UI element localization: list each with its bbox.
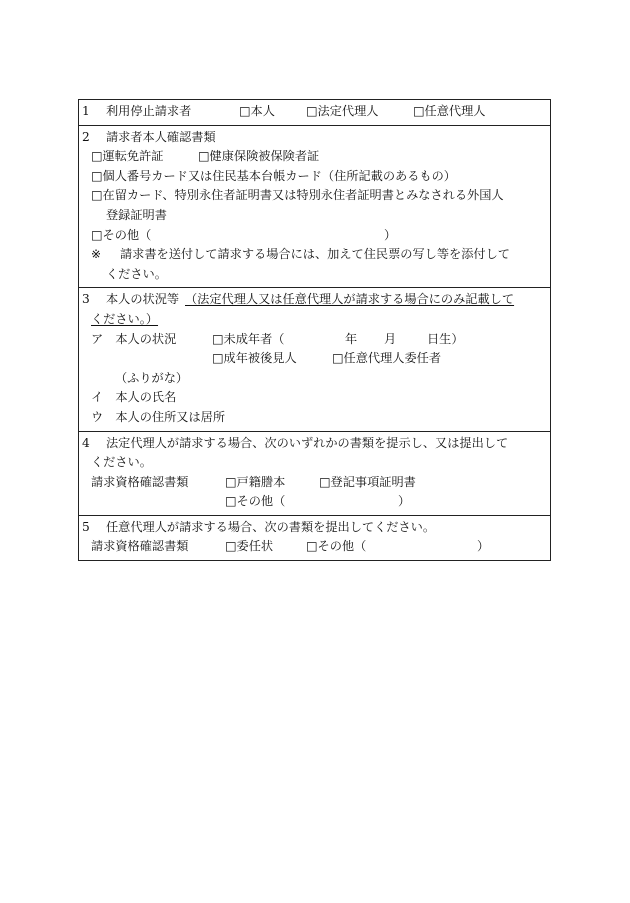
checkbox-minor[interactable]: □未成年者（ (212, 331, 285, 346)
section-number: 5 (82, 519, 90, 534)
status-label: ア 本人の状況 (91, 331, 177, 346)
checkbox-other-document[interactable]: □その他（ (91, 227, 152, 242)
note-text: 請求書を送付して請求する場合には、加えて住民票の写し等を添付して (120, 247, 510, 262)
section-id-documents (79, 126, 550, 289)
checkbox-power-of-attorney[interactable]: □委任状 (225, 539, 274, 554)
section-principal-status (79, 288, 550, 431)
id-row-1 (79, 147, 550, 167)
note-mark: ※ (91, 247, 102, 262)
section-heading (79, 434, 550, 454)
section-number: 3 (82, 292, 90, 307)
checkbox-other-document[interactable]: □その他（ (306, 539, 367, 554)
section-title-continued: ください。 (91, 455, 152, 470)
checkbox-health-insurance-card[interactable]: □健康保険被保険者証 (198, 149, 320, 164)
note-row-2 (79, 265, 550, 285)
checkbox-drivers-license[interactable]: □運転免許証 (91, 149, 164, 164)
principal-name-label: イ 本人の氏名 (91, 390, 177, 405)
id-row-3-continued (79, 206, 550, 226)
legal-doc-row-1 (79, 473, 550, 493)
condition-note: （法定代理人又は任意代理人が請求する場合にのみ記載して (185, 292, 515, 307)
section-title: 本人の状況等 (106, 292, 180, 307)
section-title: 法定代理人が請求する場合、次のいずれかの書類を提示し、又は提出して (106, 435, 509, 450)
note-row-1 (79, 245, 550, 265)
section-voluntary-agent-docs (79, 516, 550, 560)
furigana-row (79, 369, 550, 389)
doc-label: 請求資格確認書類 (91, 474, 189, 489)
section-number: 4 (82, 435, 90, 450)
checkbox-my-number-card[interactable]: □個人番号カード又は住民基本台帳カード（住所記載のあるもの） (91, 168, 456, 183)
id-row-3 (79, 186, 550, 206)
residence-card-continued: 登録証明書 (106, 207, 167, 222)
closing-paren: ） (477, 539, 490, 554)
section-title: 請求者本人確認書類 (106, 129, 216, 144)
status-row-2 (79, 349, 550, 369)
doc-label: 請求資格確認書類 (91, 539, 189, 554)
condition-note-continued: ください。） (91, 311, 159, 326)
section-title: 利用停止請求者 (106, 104, 192, 118)
condition-note-row-2 (79, 310, 550, 330)
birthday-label: 日生） (427, 331, 464, 346)
requester-row (79, 102, 550, 122)
section-number: 1 (82, 104, 90, 118)
section-number: 2 (82, 129, 90, 144)
id-row-2 (79, 167, 550, 187)
name-row (79, 388, 550, 408)
request-form-table (78, 99, 551, 561)
section-legal-agent-docs (79, 432, 550, 516)
furigana-label: （ふりがな） (115, 370, 189, 385)
checkbox-voluntary-delegator[interactable]: □任意代理人委任者 (332, 351, 442, 366)
voluntary-doc-row (79, 537, 550, 557)
checkbox-voluntary-agent[interactable]: □任意代理人 (413, 104, 486, 118)
section-title: 任意代理人が請求する場合、次の書類を提出してください。 (106, 519, 436, 534)
note-text-continued: ください。 (106, 266, 167, 281)
id-row-other (79, 226, 550, 246)
checkbox-residence-card[interactable]: □在留カード、特別永住者証明書又は特別永住者証明書とみなされる外国人 (91, 188, 504, 203)
section-heading-continued (79, 453, 550, 473)
section-heading (79, 290, 550, 310)
checkbox-adult-ward[interactable]: □成年被後見人 (212, 351, 297, 366)
checkbox-other-document[interactable]: □その他（ (225, 494, 286, 509)
section-heading (79, 128, 550, 148)
status-row-1 (79, 330, 550, 350)
section-heading (79, 518, 550, 538)
month-label: 月 (384, 331, 397, 346)
year-label: 年 (345, 331, 358, 346)
address-row (79, 408, 550, 428)
checkbox-legal-agent[interactable]: □法定代理人 (306, 104, 379, 118)
principal-address-label: ウ 本人の住所又は居所 (91, 409, 226, 424)
legal-doc-row-2 (79, 492, 550, 512)
checkbox-registry-certificate[interactable]: □登記事項証明書 (319, 474, 416, 489)
closing-paren: ） (384, 227, 397, 242)
checkbox-principal[interactable]: □本人 (239, 104, 275, 118)
section-requester (79, 100, 550, 126)
checkbox-family-register[interactable]: □戸籍謄本 (225, 474, 286, 489)
closing-paren: ） (398, 494, 411, 509)
